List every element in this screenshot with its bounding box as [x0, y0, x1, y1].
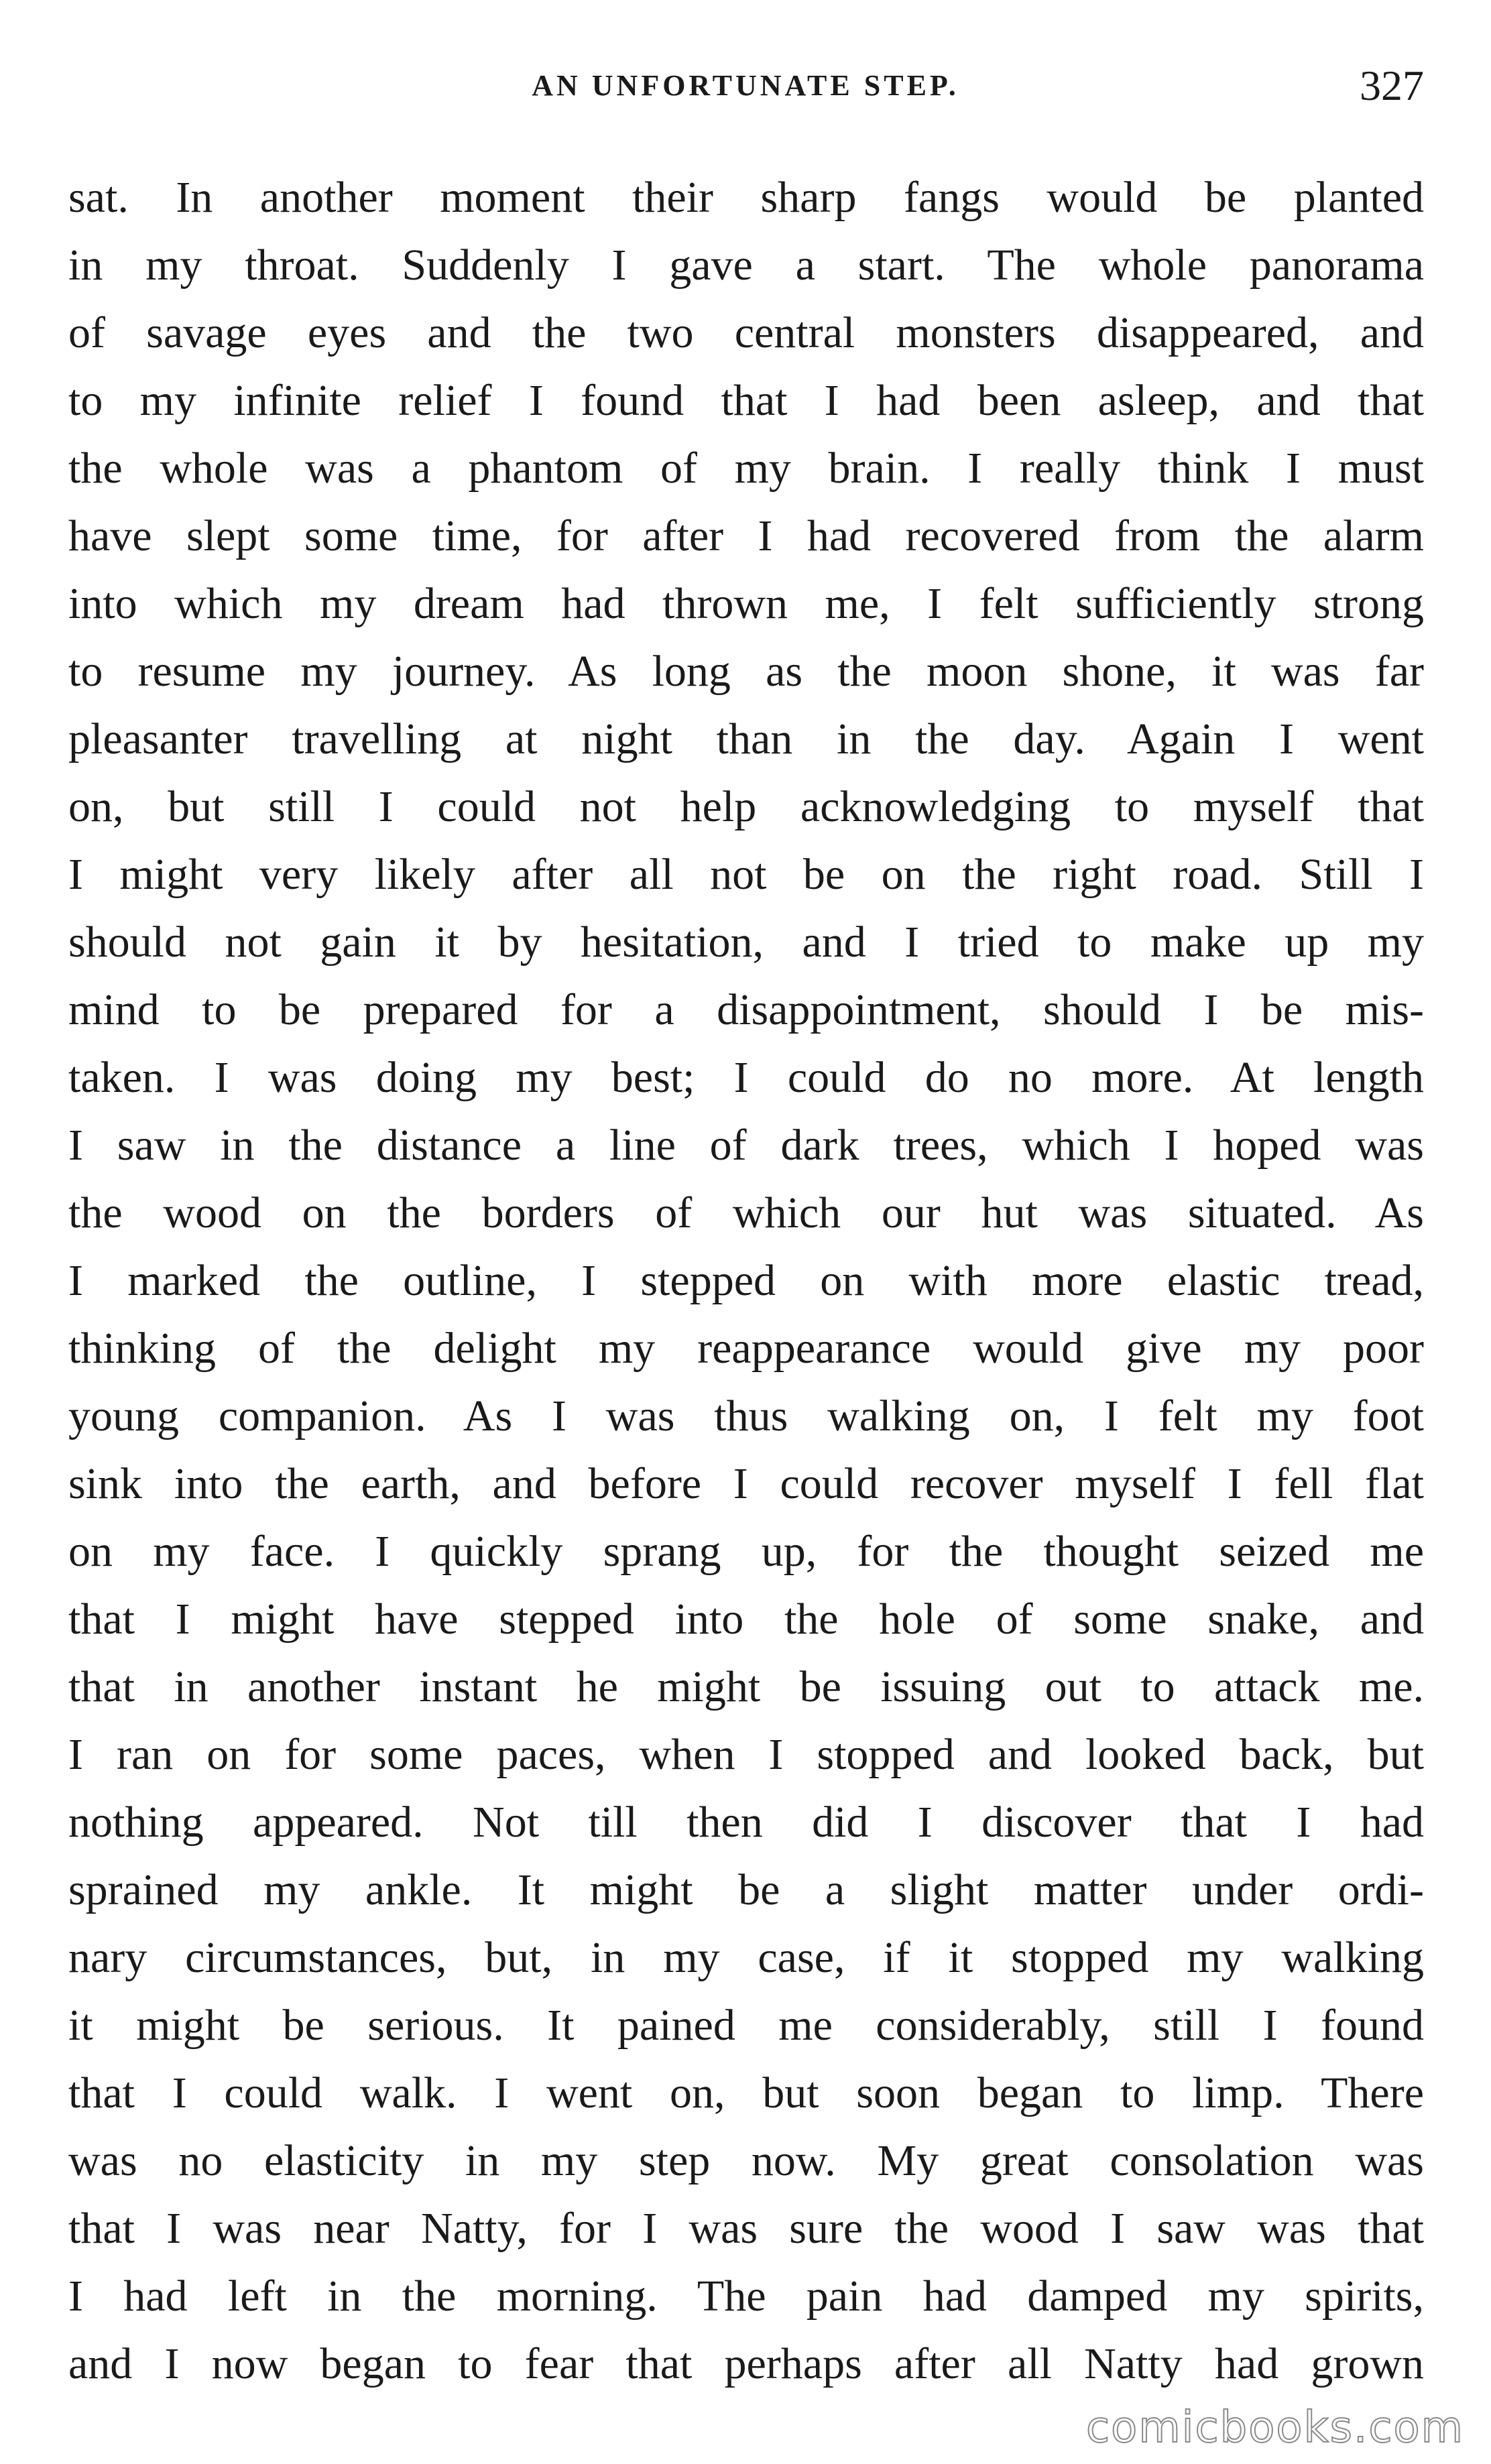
- text-line: that I was near Natty, for I was sure the wood I saw was that: [68, 2204, 1424, 2253]
- text-line: thinking of the delight my reappearance would give my poor: [68, 1324, 1424, 1373]
- text-line: on my face. I quickly sprang up, for the thought seized me: [68, 1527, 1424, 1576]
- text-line: of savage eyes and the two central monsters disappeared, and: [68, 308, 1424, 357]
- text-line: on, but still I could not help acknowledging to myself that: [68, 782, 1424, 831]
- text-line: and I now began to fear that perhaps after all Natty had grown: [68, 2339, 1424, 2388]
- page-number: 327: [1360, 62, 1424, 109]
- text-line: I marked the outline, I stepped on with more elastic tread,: [68, 1256, 1424, 1305]
- text-line: to my infinite relief I found that I had been asleep, and that: [68, 376, 1424, 425]
- text-line: to resume my journey. As long as the moon shone, it was far: [68, 647, 1424, 696]
- text-line: the wood on the borders of which our hut was situated. As: [68, 1188, 1424, 1237]
- running-title: AN UNFORTUNATE STEP.: [532, 69, 959, 102]
- body-text: [68, 164, 1424, 2398]
- text-line: in my throat. Suddenly I gave a start. The whole panorama: [68, 241, 1424, 290]
- text-line: pleasanter travelling at night than in the day. Again I went: [68, 715, 1424, 763]
- text-line: sat. In another moment their sharp fangs would be planted: [68, 173, 1424, 222]
- text-line: that in another instant he might be issuing out to attack me.: [68, 1662, 1424, 1711]
- text-line: I might very likely after all not be on the right road. Still I: [68, 850, 1424, 899]
- text-line: the whole was a phantom of my brain. I really think I must: [68, 444, 1424, 493]
- text-line: nary circumstances, but, in my case, if it stopped my walking: [68, 1933, 1424, 1982]
- text-line: it might be serious. It pained me considerably, still I found: [68, 2001, 1424, 2050]
- text-line: I saw in the distance a line of dark trees, which I hoped was: [68, 1121, 1424, 1170]
- text-line: was no elasticity in my step now. My great consolation was: [68, 2136, 1424, 2185]
- text-line: nothing appeared. Not till then did I discover that I had: [68, 1798, 1424, 1847]
- text-line: I ran on for some paces, when I stopped and looked back, but: [68, 1730, 1424, 1779]
- text-line: mind to be prepared for a disappointment, should I be mis-: [68, 985, 1424, 1034]
- text-line: into which my dream had thrown me, I felt sufficiently strong: [68, 579, 1424, 628]
- text-line: I had left in the morning. The pain had damped my spirits,: [68, 2272, 1424, 2321]
- text-line: sink into the earth, and before I could recover myself I fell flat: [68, 1459, 1424, 1508]
- text-line: sprained my ankle. It might be a slight matter under ordi-: [68, 1865, 1424, 1914]
- text-line: that I could walk. I went on, but soon began to limp. There: [68, 2069, 1424, 2117]
- text-line: have slept some time, for after I had recovered from the alarm: [68, 511, 1424, 560]
- text-line: young companion. As I was thus walking on, I felt my foot: [68, 1392, 1424, 1440]
- text-line: that I might have stepped into the hole of some snake, and: [68, 1595, 1424, 1644]
- text-line: should not gain it by hesitation, and I tried to make up my: [68, 918, 1424, 967]
- watermark: comicbooks.com: [1085, 2403, 1464, 2453]
- running-head: [67, 59, 1424, 126]
- text-line: taken. I was doing my best; I could do no more. At length: [68, 1053, 1424, 1102]
